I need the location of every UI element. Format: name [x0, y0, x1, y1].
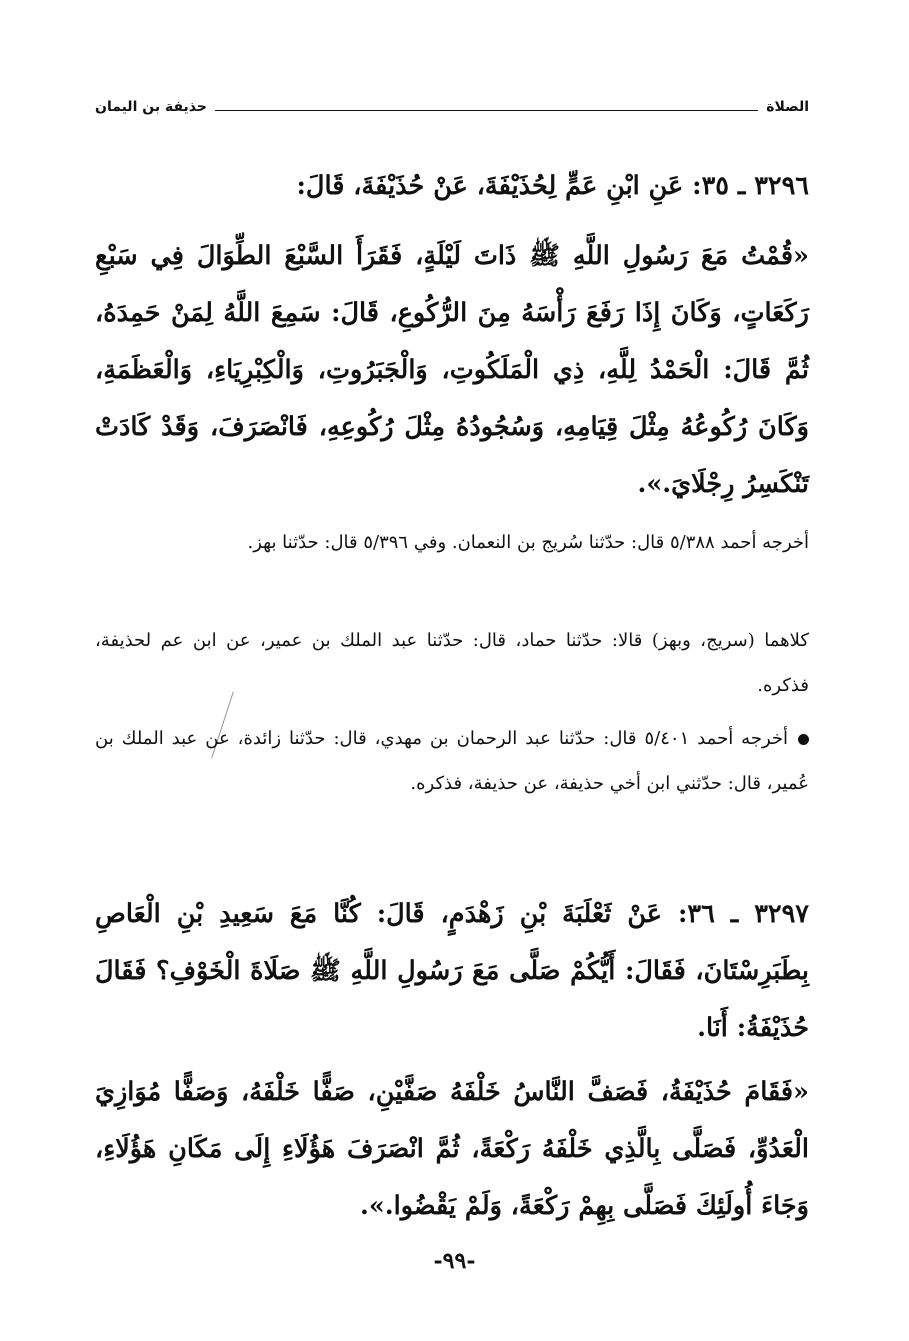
bullet-icon: [798, 734, 809, 745]
takhrij-paragraph-1: أخرجه أحمد ٥/٣٨٨ قال: حدّثنا سُريج بن النعمان. وفي ٥/٣٩٦ قال: حدّثنا بهز.: [247, 532, 809, 553]
section-title: الصلاة: [766, 99, 809, 115]
takhrij-paragraph-2: كلاهما (سريج، وبهز) قالا: حدّثنا حماد، قال: حدّثنا عبد الملك بن عمير، عن ابن عم لحذيفة، فذكره.: [95, 630, 809, 696]
hadith-3297-text: «فَقَامَ حُذَيْفَةُ، فَصَفَّ النَّاسُ خَلْفَهُ صَفَّيْنِ، صَفًّا خَلْفَهُ، وَصَفًّا مُوَازِيَ الْعَدُوِّ، فَصَلَّى بِالَّذِي خَلْفَهُ رَكْعَةً، ثُمَّ انْصَرَفَ هَؤُلَاءِ إِلَى مَكَانِ هَؤُلَاءِ، وَجَاءَ أُولَئِكَ فَصَلَّى بِهِمْ رَكْعَةً، وَلَمْ يَقْضُوا.».: [95, 1077, 809, 1221]
hadith-3296-text: «قُمْتُ مَعَ رَسُولِ اللَّهِ ﷺ ذَاتَ لَيْلَةٍ، فَقَرَأَ السَّبْعَ الطِّوَالَ فِي سَبْعِ رَكَعَاتٍ، وَكَانَ إِذَا رَفَعَ رَأْسَهُ مِنَ الرُّكُوعِ، قَالَ: سَمِعَ اللَّهُ لِمَنْ حَمِدَهُ، ثُمَّ قَالَ: الْحَمْدُ لِلَّهِ، ذِي الْمَلَكُوتِ، وَالْجَبَرُوتِ، وَالْكِبْرِيَاءِ، وَالْعَظَمَةِ، وَكَانَ رُكُوعُهُ مِثْلَ قِيَامِهِ، وَسُجُودُهُ مِثْلَ رُكُوعِهِ، فَانْصَرَفَ، وَقَدْ كَادَتْ تَنْكَسِرُ رِجْلَايَ.».: [95, 241, 809, 499]
hadith-3296-heading: ٣٢٩٦ ـ ٣٥: عَنِ ابْنِ عَمٍّ لِحُذَيْفَةَ، عَنْ حُذَيْفَةَ، قَالَ:: [296, 171, 809, 201]
takhrij-paragraph-3: [95, 716, 809, 806]
chapter-title: حذيفة بن اليمان: [95, 99, 207, 115]
takhrij-paragraph-3-text: أخرجه أحمد ٥/٤٠١ قال: حدّثنا عبد الرحمان بن مهدي، قال: حدّثنا زائدة، عن عبد الملك بن عُمير، قال: حدّثني ابن أخي حذيفة، عن حذيفة، فذكره.: [95, 728, 809, 794]
hadith-3297-heading: ٣٢٩٧ ـ ٣٦: عَنْ ثَعْلَبَةَ بْنِ زَهْدَمٍ، قَالَ: كُنَّا مَعَ سَعِيدِ بْنِ الْعَاصِ بِطَبَرِسْتَانَ، فَقَالَ: أَيُّكُمْ صَلَّى مَعَ رَسُولِ اللَّهِ ﷺ صَلَاةَ الْخَوْفِ؟ فَقَالَ حُذَيْفَةُ: أَنَا.: [95, 899, 809, 1043]
running-header: [95, 92, 809, 122]
header-rule: [215, 110, 758, 111]
page-number: -٩٩-: [433, 1248, 476, 1274]
